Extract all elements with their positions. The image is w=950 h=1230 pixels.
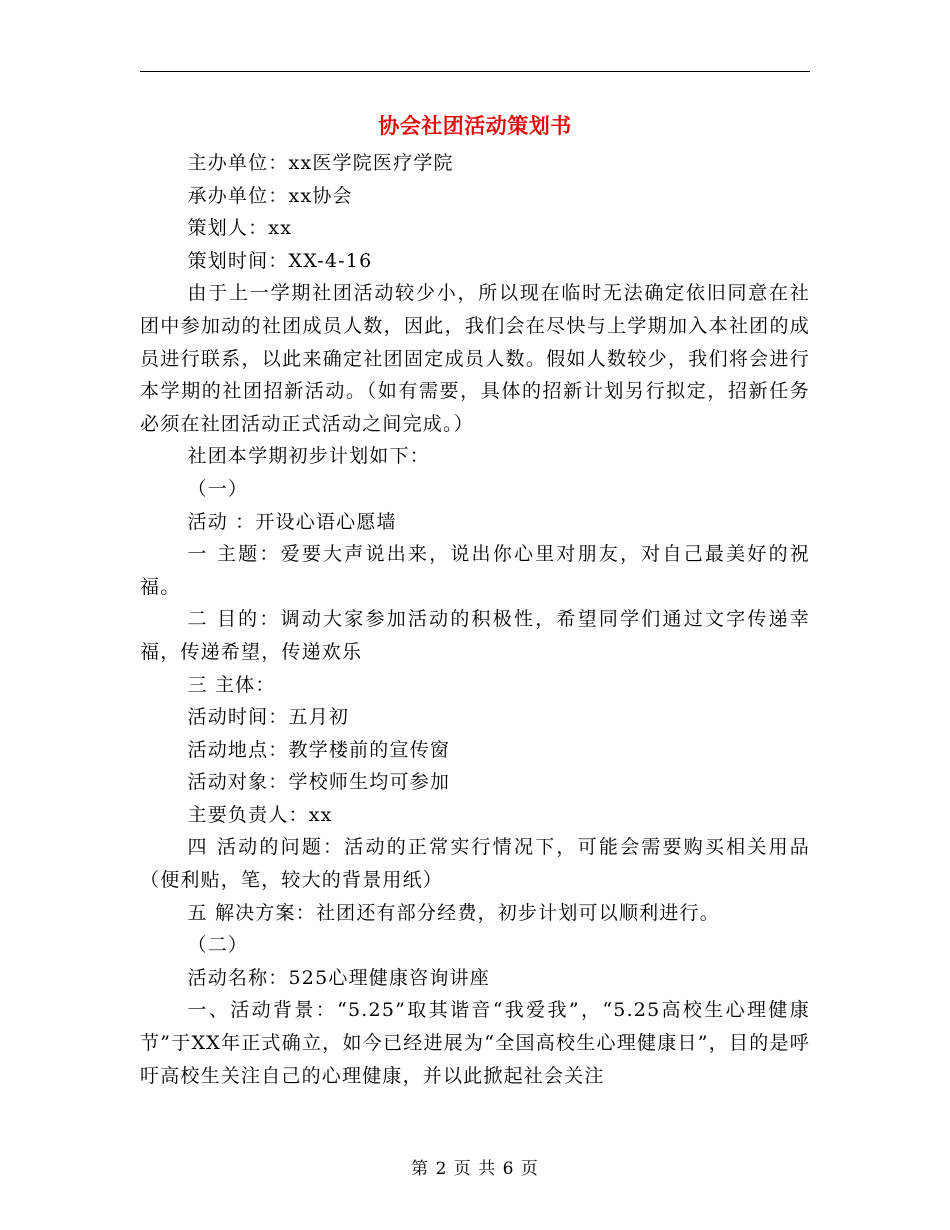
- paragraph-responsible-person: 主要负责人：xx: [187, 803, 333, 826]
- paragraph-activity-name: 活动名称：525心理健康咨询讲座: [187, 966, 490, 989]
- paragraph-activity-one: 活动 ：开设心语心愿墙: [187, 510, 397, 533]
- paragraph-organizer: 主办单位：xx医学院医疗学院: [187, 152, 454, 174]
- section-heading-one: （一）: [187, 477, 249, 500]
- page-number: 第 2 页 共 6 页: [411, 1159, 539, 1179]
- paragraph-subject: 三 主体：: [187, 673, 276, 696]
- paragraph-theme: 一 主题：爱要大声说出来，说出你心里对朋友，对自己最美好的祝福。: [140, 543, 810, 598]
- paragraph-problems: 四 活动的问题：活动的正常实行情况下，可能会需要购买相关用品（便利贴，笔，较大的背景用纸）: [140, 836, 810, 892]
- paragraph-purpose: 二 目的：调动大家参加活动的积极性，希望同学们通过文字传递幸福，传递希望，传递欢乐: [140, 608, 810, 663]
- paragraph-activity-time: 活动时间：五月初: [187, 706, 350, 729]
- section-heading-two: （二）: [187, 934, 249, 957]
- paragraph-activity-background: 一、活动背景：“5.25”取其谐音“我爱我”，“5.25高校生心理健康节”于XX年正式确立，如今已经进展为“全国高校生心理健康日”，目的是呼吁高校生关注自己的心理健康，并以此掀起社会关注: [140, 999, 810, 1087]
- paragraph-plan-intro: 社团本学期初步计划如下：: [187, 445, 430, 468]
- paragraph-solution: 五 解决方案：社团还有部分经费，初步计划可以顺利进行。: [187, 901, 720, 924]
- header-rule: [140, 71, 810, 72]
- paragraph-planner: 策划人：xx: [187, 217, 293, 240]
- paragraph-plan-date: 策划时间：XX-4-16: [187, 249, 373, 272]
- paragraph-host: 承办单位：xx协会: [187, 184, 353, 207]
- document-title: 协会社团活动策划书: [378, 113, 572, 138]
- paragraph-background: 由于上一学期社团活动较少小，所以现在临时无法确定依旧同意在社团中参加动的社团成员人数，因此，我们会在尽快与上学期加入本社团的成员进行联系，以此来确定社团固定成员人数。假如人数较少，我们将会进行本学期的社团招新活动。（如有需要，具体的招新计划另行拟定，招新任务必须在社团活动正式活动之间完成。）: [140, 282, 810, 435]
- document-body: [140, 112, 810, 1092]
- paragraph-activity-audience: 活动对象：学校师生均可参加: [187, 771, 451, 794]
- paragraph-activity-location: 活动地点：教学楼前的宣传窗: [187, 738, 451, 761]
